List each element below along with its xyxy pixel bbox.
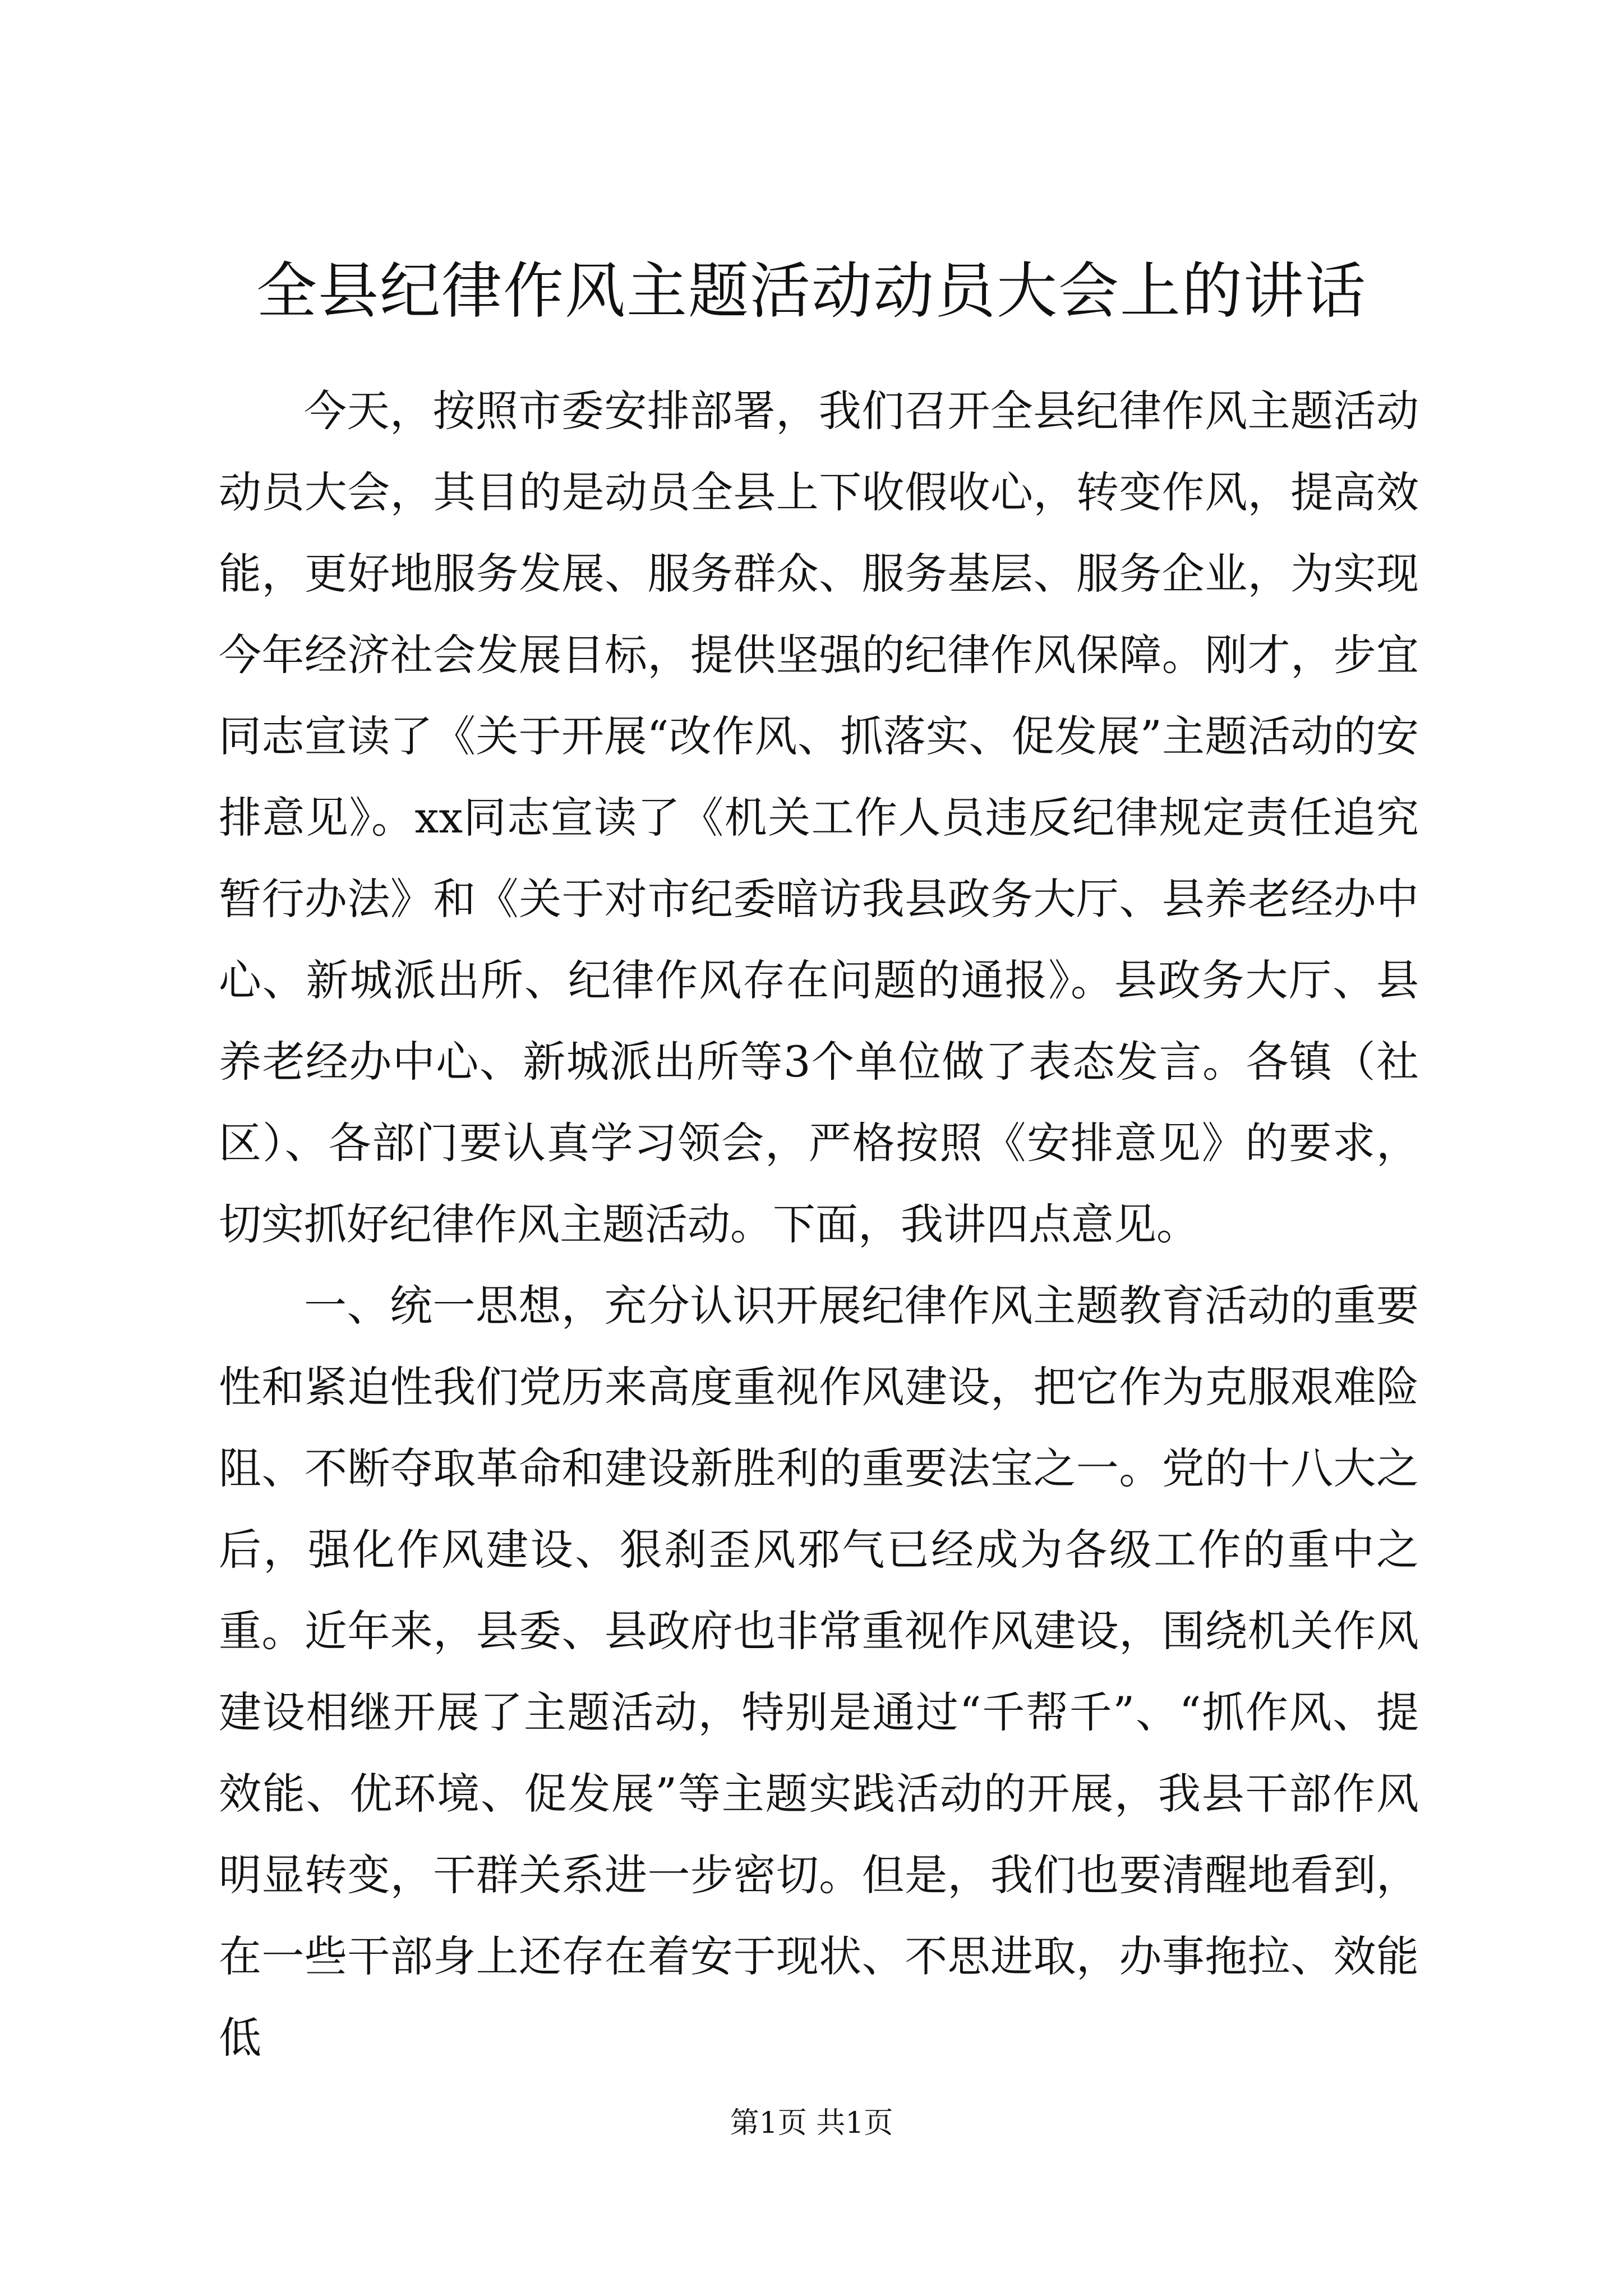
document-body: [219, 370, 1419, 2078]
paragraph-intro: 今天，按照市委安排部署，我们召开全县纪律作风主题活动动员大会，其目的是动员全县上下收假收心，转变作风，提高效能，更好地服务发展、服务群众、服务基层、服务企业，为实现今年经济社会发展目标，提供坚强的纪律作风保障。刚才，步宜同志宣读了《关于开展“改作风、抓落实、促发展”主题活动的安排意见》。xx同志宣读了《机关工作人员违反纪律规定责任追究暂行办法》和《关于对市纪委暗访我县政务大厅、县养老经办中心、新城派出所、纪律作风存在问题的通报》。县政务大厅、县养老经办中心、新城派出所等3个单位做了表态发言。各镇（社区）、各部门要认真学习领会，严格按照《安排意见》的要求，切实抓好纪律作风主题活动。下面，我讲四点意见。: [219, 386, 1419, 1249]
page-footer: 第1页 共1页: [730, 2106, 893, 2140]
paragraph-section-one: 一、统一思想，充分认识开展纪律作风主题教育活动的重要性和紧迫性我们党历来高度重视作风建设，把它作为克服艰难险阻、不断夺取革命和建设新胜利的重要法宝之一。党的十八大之后，强化作风建设、狠刹歪风邪气已经成为各级工作的重中之重。近年来，县委、县政府也非常重视作风建设，围绕机关作风建设相继开展了主题活动，特别是通过“千帮千”、“抓作风、提效能、优环境、促发展”等主题实践活动的开展，我县干部作风明显转变，干群关系进一步密切。但是，我们也要清醒地看到，在一些干部身上还存在着安于现状、不思进取，办事拖拉、效能低: [219, 1281, 1419, 2063]
document-title: 全县纪律作风主题活动动员大会上的讲话: [256, 256, 1367, 326]
